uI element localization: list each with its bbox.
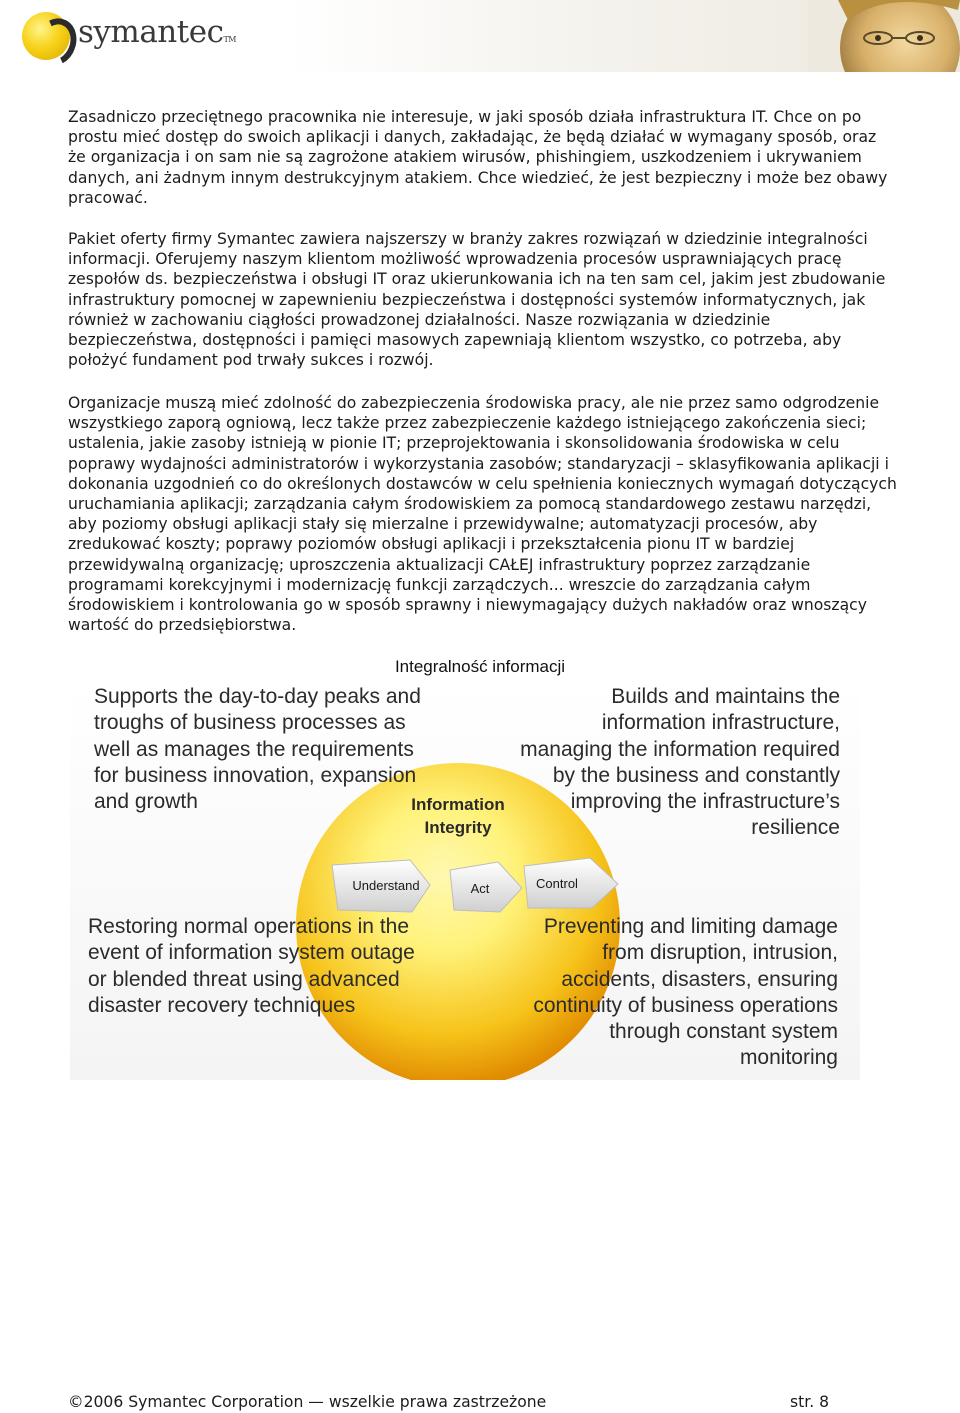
quadrant-top-right: Builds and maintains the information infrastructure, managing the information required by the business and constantly improving the infrastructure’s resilience (520, 685, 840, 840)
paragraph-3: Organizacje muszą mieć zdolność do zabezpieczenia środowiska pracy, ale nie przez samo odgrodzenie wszystkiego zaporą ogniową, lecz także przez zabezpieczenie każdego istniejącego zakończenia sieci; ustalenia, jakie zasoby istnieją w pionie IT; przeprojektowania i skonsolidowania środowiska w celu poprawy wydajności administratorów i wykorzystania zasobów; standaryzacji – sklasyfikowania aplikacji i dokonania uzgodnień co do określonych dostawców w celu spełnienia koniecznych wymagań dotyczących uruchamiania aplikacji; zarządzania całym środowiskiem za pomocą standardowego zestawu narzędzi, aby poziomy obsługi aplikacji stały się mierzalne i przewidywalne; automatyzacji procesów, aby zredukować koszty; poprawy poziomów obsługi aplikacji i przekształcenia pionu IT w bardziej przewidywalną organizację; uproszczenia aktualizacji CAŁEJ infrastruktury poprzez zarządzanie programami korekcyjnymi i modernizację funkcji zarządczych... wreszcie do zarządzania całym środowiskiem i kontrolowania go w sposób sprawny i niewymagający dużych nakładów oraz wnoszący wartość do przedsiębiorstwa. (68, 394, 897, 635)
page-number: str. 8 (790, 1393, 830, 1411)
symantec-logo-icon (22, 12, 70, 60)
quadrant-top-left: Supports the day-to-day peaks and troughs of business processes as well as manages the requirements for business innovation, expansion and growth (94, 685, 421, 814)
arrow-label-act: Act (470, 881, 490, 896)
arrow-label-understand: Understand (352, 878, 420, 893)
quadrant-bottom-left: Restoring normal operations in the event of information system outage or blended threat using advanced disaster recovery techniques (88, 915, 415, 1017)
sphere-label-line2: Integrity (424, 818, 492, 837)
arrow-label-control: Control (536, 876, 578, 891)
sphere-label-line1: Information (411, 795, 505, 814)
paragraph-1: Zasadniczo przeciętnego pracownika nie interesuje, w jaki sposób działa infrastruktura IT. Chce on po prostu mieć dostęp do swoich aplikacji i danych, zakładając, że będą działać w wymagany sposób, oraz że organizacja i on sam nie są zagrożone atakiem wirusów, phishingiem, uszkodzeniem i ukrywaniem danych, ani żadnym innym destrukcyjnym atakiem. Chce wiedzieć, że jest bezpieczny i może bez obawy pracować. (68, 108, 888, 207)
quadrant-bottom-right: Preventing and limiting damage from disruption, intrusion, accidents, disasters, ensuring continuity of business operations through constant system monitoring (533, 915, 838, 1070)
figure-title: Integralność informacji (394, 657, 566, 676)
logo-wordmark: symantecTM (78, 14, 236, 50)
paragraph-2: Pakiet oferty firmy Symantec zawiera najszerszy w branży zakres rozwiązań w dziedzinie integralności informacji. Oferujemy naszym klientom możliwość wprowadzenia procesów usprawniających pracę zespołów ds. bezpieczeństwa i obsługi IT oraz ukierunkowania ich na ten sam cel, jakim jest zbudowanie infrastruktury pomocnej w zapewnieniu bezpieczeństwa i dostępności systemów informatycznych, jak również w zachowaniu ciągłości prowadzonej działalności. Nasze rozwiązania w dziedzinie bezpieczeństwa, dostępności i pamięci masowych zapewniają klientom wszystko, co potrzeba, aby położyć fundament pod trwały sukces i rozwój. (68, 230, 886, 370)
person-photo (808, 0, 960, 72)
footer-copyright: ©2006 Symantec Corporation — wszelkie prawa zastrzeżone (68, 1393, 547, 1411)
page-header (0, 0, 960, 72)
information-integrity-diagram (70, 680, 860, 1080)
